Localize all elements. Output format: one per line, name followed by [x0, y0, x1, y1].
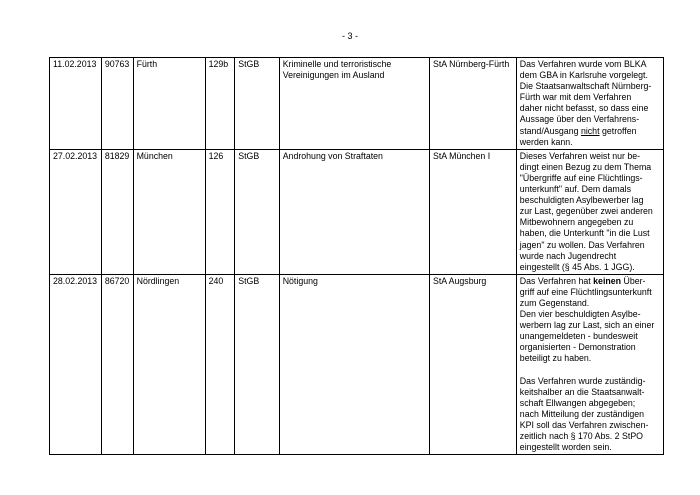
remarks-line: zum Gegenstand. [519, 297, 590, 308]
postal-code-cell: 86720 [101, 274, 133, 455]
remarks-line: werbern lag zur Last, sich an einer [519, 320, 655, 331]
authority-cell: StA München I [430, 149, 517, 274]
remarks-line [520, 276, 661, 287]
remarks-line: unterkunft" auf. Dem damals [519, 184, 631, 195]
remarks-cell [516, 58, 663, 150]
remarks-line: beteiligt zu haben. [519, 353, 592, 364]
paragraph-cell: 126 [205, 149, 235, 274]
remarks-line: zeitlich nach § 170 Abs. 2 StPO [519, 431, 644, 442]
remarks-line: werden kann. [519, 136, 573, 147]
remarks-line: dingt einen Bezug zu dem Thema [519, 161, 652, 172]
offense-cell: Nötigung [279, 274, 429, 455]
remarks-line: schaft Ellwangen abgegeben; [519, 397, 636, 408]
remarks-text: getroffen [599, 125, 637, 136]
law-cell: StGB [235, 149, 279, 274]
remarks-line: organisierten - Demonstration [519, 342, 636, 353]
postal-code-cell: 81829 [101, 149, 133, 274]
remarks-text: Über- [621, 275, 646, 286]
table-row [50, 274, 664, 455]
remarks-line: Das Verfahren wurde zuständig- [519, 375, 646, 386]
remarks-line: Den vier beschuldigten Asylbe- [519, 309, 641, 320]
remarks-bold-text: keinen [593, 275, 622, 286]
paragraph-cell: 240 [205, 274, 235, 455]
table-row [50, 58, 664, 150]
city-cell: Nördlingen [133, 274, 205, 455]
remarks-text: stand/Ausgang [519, 125, 581, 136]
remarks-line: eingestellt worden sein. [519, 442, 612, 453]
remarks-line: beschuldigten Asylbewerber lag [519, 195, 644, 206]
remarks-line: wurde nach Jugendrecht [519, 250, 617, 261]
postal-code-cell: 90763 [101, 58, 133, 150]
remarks-line: KPI soll das Verfahren zwischen- [519, 420, 649, 430]
date-cell: 27.02.2013 [50, 149, 102, 274]
proceedings-table [49, 57, 664, 455]
remarks-cell [516, 149, 663, 274]
page-number: - 3 - [341, 31, 358, 41]
remarks-underlined-text: nicht [580, 125, 600, 136]
remarks-line: Dieses Verfahren weist nur be- [519, 150, 641, 161]
date-cell: 11.02.2013 [50, 58, 102, 150]
remarks-line [520, 126, 661, 137]
remarks-line: Aussage über den Verfahrens- [519, 114, 640, 125]
remarks-line: nach Mitteilung der zuständigen [519, 408, 645, 419]
remarks-line: griff auf eine Flüchtlingsunterkunft [519, 286, 652, 297]
remarks-line: haben, die Unterkunft "in die Lust [519, 228, 650, 239]
table-row [50, 149, 664, 274]
law-cell: StGB [235, 274, 279, 455]
remarks-line: eingestellt (§ 45 Abs. 1 JGG). [519, 261, 635, 272]
paragraph-gap [520, 365, 661, 376]
remarks-line: unangemeldeten - bundesweit [519, 331, 638, 342]
remarks-text: Das Verfahren hat [519, 275, 594, 286]
remarks-line: Mitbewohnern angegeben zu [519, 217, 634, 228]
remarks-line: Fürth war mit dem Verfahren [519, 92, 632, 103]
city-cell: München [133, 149, 205, 274]
remarks-cell [516, 274, 663, 455]
offense-cell: Kriminelle und terroristische Vereinigungen im Ausland [279, 58, 429, 150]
remarks-line: keitshalber an die Staatsanwalt- [519, 386, 645, 397]
remarks-line: Die Staatsanwaltschaft Nürnberg- [519, 81, 652, 92]
date-cell: 28.02.2013 [50, 274, 102, 455]
city-cell: Fürth [133, 58, 205, 150]
offense-cell: Androhung von Straftaten [279, 149, 429, 274]
law-cell: StGB [235, 58, 279, 150]
paragraph-cell: 129b [205, 58, 235, 150]
remarks-line: Das Verfahren wurde vom BLKA [519, 59, 647, 69]
remarks-line: daher nicht befasst, so dass eine [519, 103, 649, 114]
remarks-line: zur Last, gegenüber zwei anderen [519, 206, 653, 217]
remarks-line: jagen" zu wollen. Das Verfahren [519, 239, 645, 250]
authority-cell: StA Augsburg [430, 274, 517, 455]
authority-cell: StA Nürnberg-Fürth [430, 58, 517, 150]
remarks-line: dem GBA in Karlsruhe vorgelegt. [519, 70, 648, 81]
remarks-line: "Übergriffe auf eine Flüchtlings- [519, 172, 643, 183]
